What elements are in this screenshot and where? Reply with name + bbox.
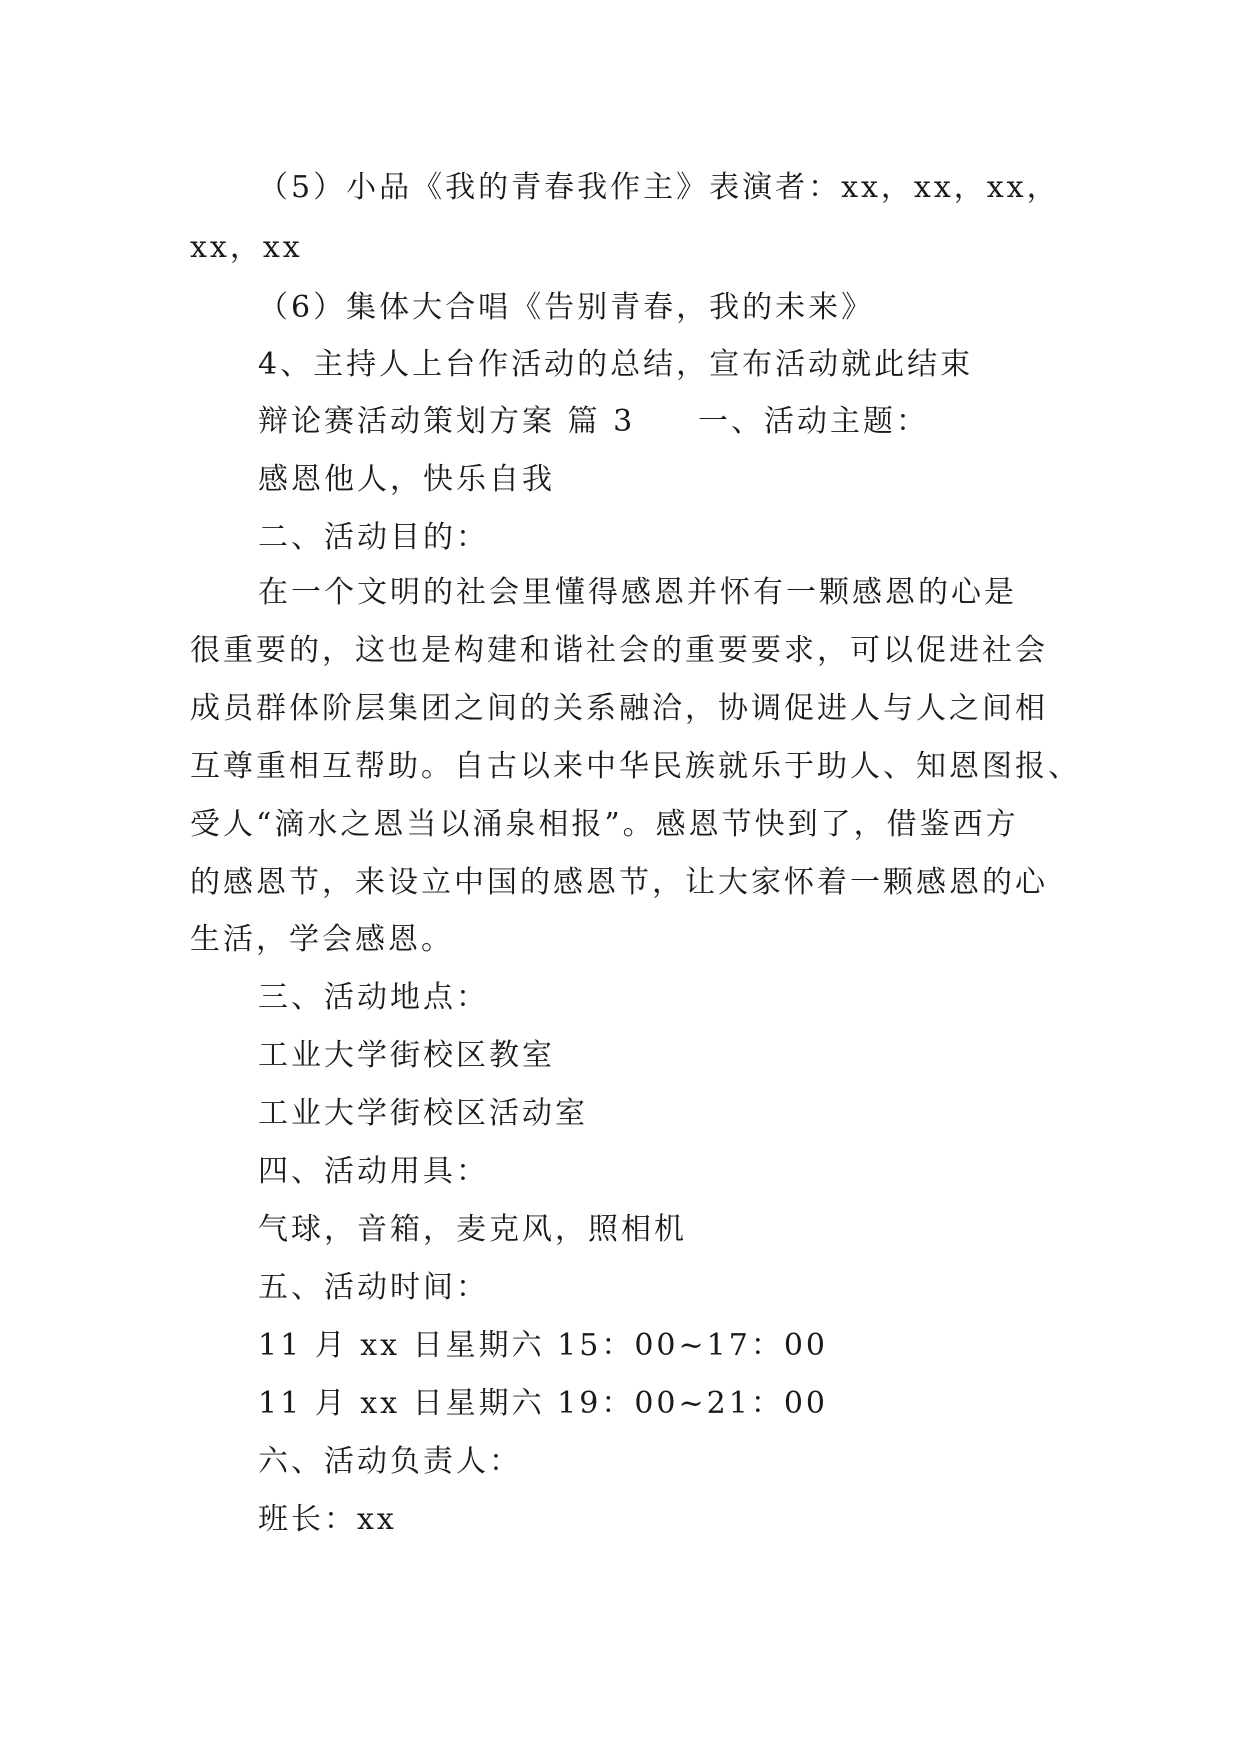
purpose-paragraph-line: 受人“滴水之恩当以涌泉相报”。感恩节快到了，借鉴西方 (190, 807, 1019, 842)
heading-person-in-charge: 六、活动负责人： (258, 1444, 522, 1479)
purpose-paragraph-line: 成员群体阶层集团之间的关系融洽，协调促进人与人之间相 (190, 691, 1048, 726)
equipment-list: 气球，音箱，麦克风，照相机 (258, 1212, 687, 1247)
time-slot-2: 11 月 xx 日星期六 19：00~21：00 (258, 1386, 828, 1421)
purpose-paragraph-line: 在一个文明的社会里懂得感恩并怀有一颗感恩的心是 (258, 575, 1017, 610)
step-4: 4、主持人上台作活动的总结，宣布活动就此结束 (258, 347, 974, 382)
theme-text: 感恩他人，快乐自我 (258, 462, 555, 497)
heading-purpose: 二、活动目的： (258, 520, 489, 555)
heading-equipment: 四、活动用具： (258, 1154, 489, 1189)
heading-location: 三、活动地点： (258, 980, 489, 1015)
location-2: 工业大学街校区活动室 (258, 1096, 588, 1131)
time-slot-1: 11 月 xx 日星期六 15：00~17：00 (258, 1328, 828, 1363)
purpose-paragraph-line: 很重要的，这也是构建和谐社会的重要要求，可以促进社会 (190, 633, 1048, 668)
purpose-paragraph-line: 生活，学会感恩。 (190, 922, 454, 957)
heading-time: 五、活动时间： (258, 1270, 489, 1305)
program-item-5-continued: xx，xx (190, 230, 303, 265)
heading-theme: 一、活动主题： (698, 404, 929, 439)
location-1: 工业大学街校区教室 (258, 1038, 555, 1073)
purpose-paragraph-line: 互尊重相互帮助。自古以来中华民族就乐于助人、知恩图报、 (190, 749, 1081, 784)
person-in-charge: 班长：xx (258, 1502, 397, 1537)
section-title: 辩论赛活动策划方案 篇 3 (258, 404, 636, 439)
purpose-paragraph-line: 的感恩节，来设立中国的感恩节，让大家怀着一颗感恩的心 (190, 865, 1048, 900)
program-item-6: （6）集体大合唱《告别青春，我的未来》 (258, 290, 875, 325)
program-item-5: （5）小品《我的青春我作主》表演者：xx，xx，xx， (258, 170, 1060, 205)
